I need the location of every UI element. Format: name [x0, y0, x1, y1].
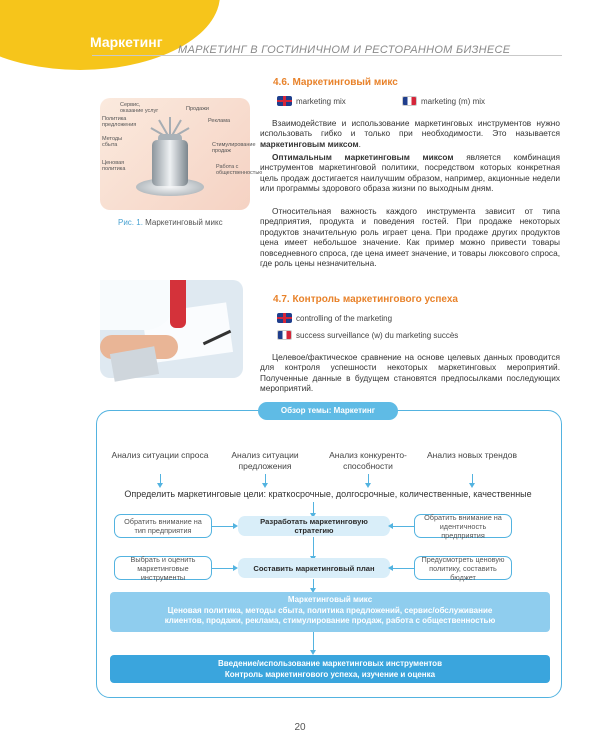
paragraph: Оптимальным маркетинговым миксом является комбинация инструментов маркетинговой политики, посредством которых конкретная цель продаж достигается наилучшим образом, например, акционные недели или программы здорового образа жизни по выходным дням.: [260, 152, 561, 194]
mix-title: Маркетинговый микс: [287, 595, 373, 604]
arrow: [265, 474, 266, 484]
arrow-right: [212, 568, 234, 569]
term-en: controlling of the marketing: [296, 314, 393, 323]
figure-caption: Рис. 1. Маркетинговый микс: [118, 218, 223, 227]
fig-label: Сервис, оказание услуг: [120, 102, 159, 115]
paragraph: Целевое/фактическое сравнение на основе целевых данных проводится для контроля успешности некоторых маркетинговых мероприятий. Полученные данные в будущем становятся предпосылками последующих мероприятий.: [260, 352, 560, 394]
arrow: [313, 632, 314, 651]
fig-label: Реклама: [208, 118, 231, 124]
arrow: [160, 474, 161, 484]
arrow-left: [392, 526, 414, 527]
analysis-box: Анализ ситуации предложения: [231, 450, 299, 471]
fig-label: Ценовая политика: [102, 160, 126, 173]
box-right-2: Предусмотреть ценовую политику, составить бюджет: [414, 556, 512, 580]
arrow-right: [212, 526, 234, 527]
uk-flag-icon: [277, 96, 292, 106]
mix-line: Ценовая политика, методы сбыта, политика предложений, сервис/обслуживание: [167, 605, 493, 615]
figure-marketing-mix: [100, 98, 263, 210]
overview-title: Обзор темы: Маркетинг: [258, 402, 398, 420]
arrow-left: [392, 568, 414, 569]
photo-business-person: [100, 280, 243, 378]
fr-flag-icon: [402, 96, 417, 106]
box-plan: Составить маркетинговый план: [238, 558, 390, 578]
chapter-label: Маркетинг: [90, 34, 163, 50]
arrow: [313, 537, 314, 557]
paragraph: Относительная важность каждого инструмента зависит от типа предприятия, продукта и поведения гостей. При продаже некоторых продуктов значительную роль играет цена. При продаже других продуктов цена имеет небольшое значение. Как пример можно привести товары повседневного спроса, где цена имеет значение, и товары люксового спроса, где роль цены незначительна.: [260, 206, 560, 269]
marketing-mix-box: [110, 592, 550, 632]
analysis-box: Анализ ситуации спроса: [111, 450, 209, 460]
arrow: [472, 474, 473, 484]
box-left-1: Обратить внимание на тип предприятия: [114, 514, 212, 538]
shirt-shape: [100, 280, 175, 330]
fig-label: Политика предложения: [102, 116, 137, 129]
box-left-2: Выбрать и оценить маркетинговые инструменты: [114, 556, 212, 580]
arrow: [368, 474, 369, 484]
uk-flag-icon: [277, 313, 292, 323]
fig-label: Стимулирование продаж: [212, 142, 256, 155]
fig-label: Работа с общественностью: [216, 164, 263, 177]
shaker-shape: [152, 140, 188, 186]
fig-label: Методы сбыта: [102, 136, 123, 149]
marketing-goals: Определить маркетинговые цели: краткосрочные, долгосрочные, количественные, качественные: [124, 489, 532, 499]
box-strategy: Разработать маркетинговую стратегию: [238, 516, 390, 536]
page-number: 20: [294, 722, 306, 733]
running-title: МАРКЕТИНГ В ГОСТИНИЧНОМ И РЕСТОРАННОМ БИЗНЕСЕ: [178, 44, 511, 56]
section-title-4-7: 4.7. Контроль маркетингового успеха: [273, 294, 458, 305]
term-fr: marketing (m) mix: [421, 97, 486, 106]
intro-line: Введение/использование маркетинговых инструментов: [218, 659, 442, 668]
analysis-box: Анализ конкуренто-способности: [329, 450, 407, 471]
intro-line: Контроль маркетингового успеха, изучение и оценка: [224, 670, 436, 679]
tie-shape: [170, 280, 186, 328]
term-fr: success surveillance (w) du marketing succès: [296, 331, 459, 340]
fig-label: Продажи: [186, 106, 209, 112]
arrow: [313, 579, 314, 589]
analysis-box: Анализ новых трендов: [427, 450, 517, 460]
term-en: marketing mix: [296, 97, 346, 106]
paragraph: Взаимодействие и использование маркетинговых инструментов нужно использовать гибко и только при необходимости. Это называется маркетинговым миксом.: [260, 118, 560, 149]
introduction-box: [110, 655, 550, 683]
box-right-1: Обратить внимание на идентичность предприятия: [414, 514, 512, 538]
section-title-4-6: 4.6. Маркетинговый микс: [273, 77, 398, 88]
mix-line: клиентов, продажи, реклама, стимулирование продаж, работа с общественностью: [164, 616, 496, 625]
fr-flag-icon: [277, 330, 292, 340]
arrow: [313, 502, 314, 514]
